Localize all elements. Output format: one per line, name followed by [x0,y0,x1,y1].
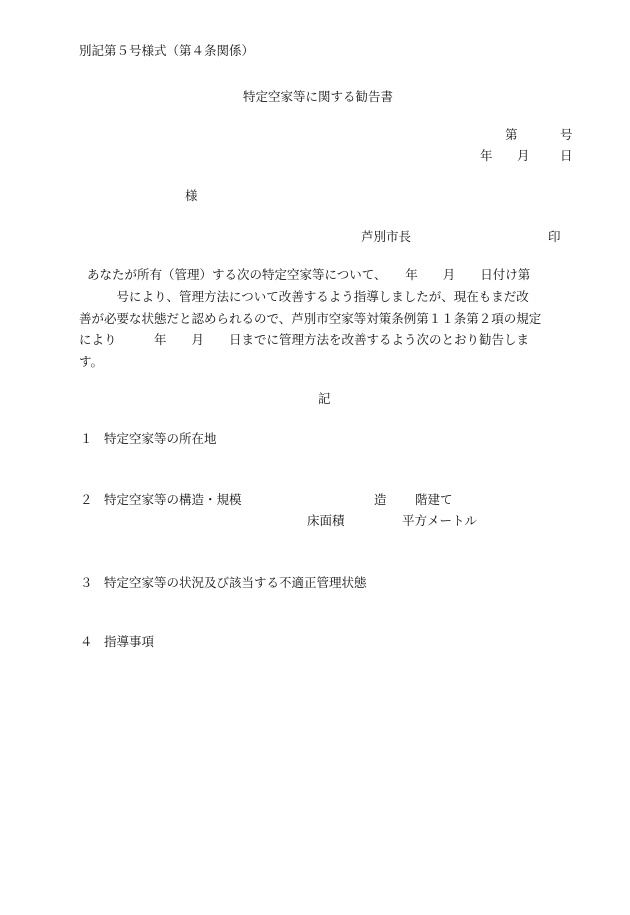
item-label: 特定空家等の構造・規模 [104,492,242,507]
body-line: 善が必要な状態だと認められるので、芦別市空家等対策条例第１１条第２項の規定 [79,311,542,326]
number-prefix: 第 [505,127,518,142]
body-line: あなたが所有（管理）する次の特定空家等について、 年 月 日付け第 [79,267,531,282]
body-line: 号により、管理方法について改善するよう指導しましたが、現在もまだ改 [79,289,529,304]
ki-heading: 記 [318,391,331,406]
date-month: 月 [517,148,530,163]
stories-label: 階建て [415,492,453,507]
item-label: 特定空家等の所在地 [104,431,217,446]
item-number: １ [80,431,93,446]
recipient-honorific: 様 [185,188,198,203]
issuer-name: 芦別市長 [361,229,412,244]
structure-label: 造 [374,492,387,507]
floor-area-label: 床面積 [307,513,345,528]
date-day: 日 [560,148,573,163]
document-title: 特定空家等に関する勧告書 [243,89,394,104]
item-number: ２ [80,492,93,507]
form-label: 別記第５号様式（第４条関係） [79,43,255,58]
item-label: 指導事項 [104,634,155,649]
body-line: により 年 月 日までに管理方法を改善するよう次のとおり勧告しま [79,332,530,347]
item-number: ３ [80,575,93,590]
item-number: ４ [80,634,93,649]
seal-mark: 印 [548,229,561,244]
date-year: 年 [480,148,493,163]
item-label: 特定空家等の状況及び該当する不適正管理状態 [104,575,367,590]
number-suffix: 号 [560,127,573,142]
floor-area-unit: 平方メートル [402,513,478,528]
body-line: す。 [79,354,104,369]
